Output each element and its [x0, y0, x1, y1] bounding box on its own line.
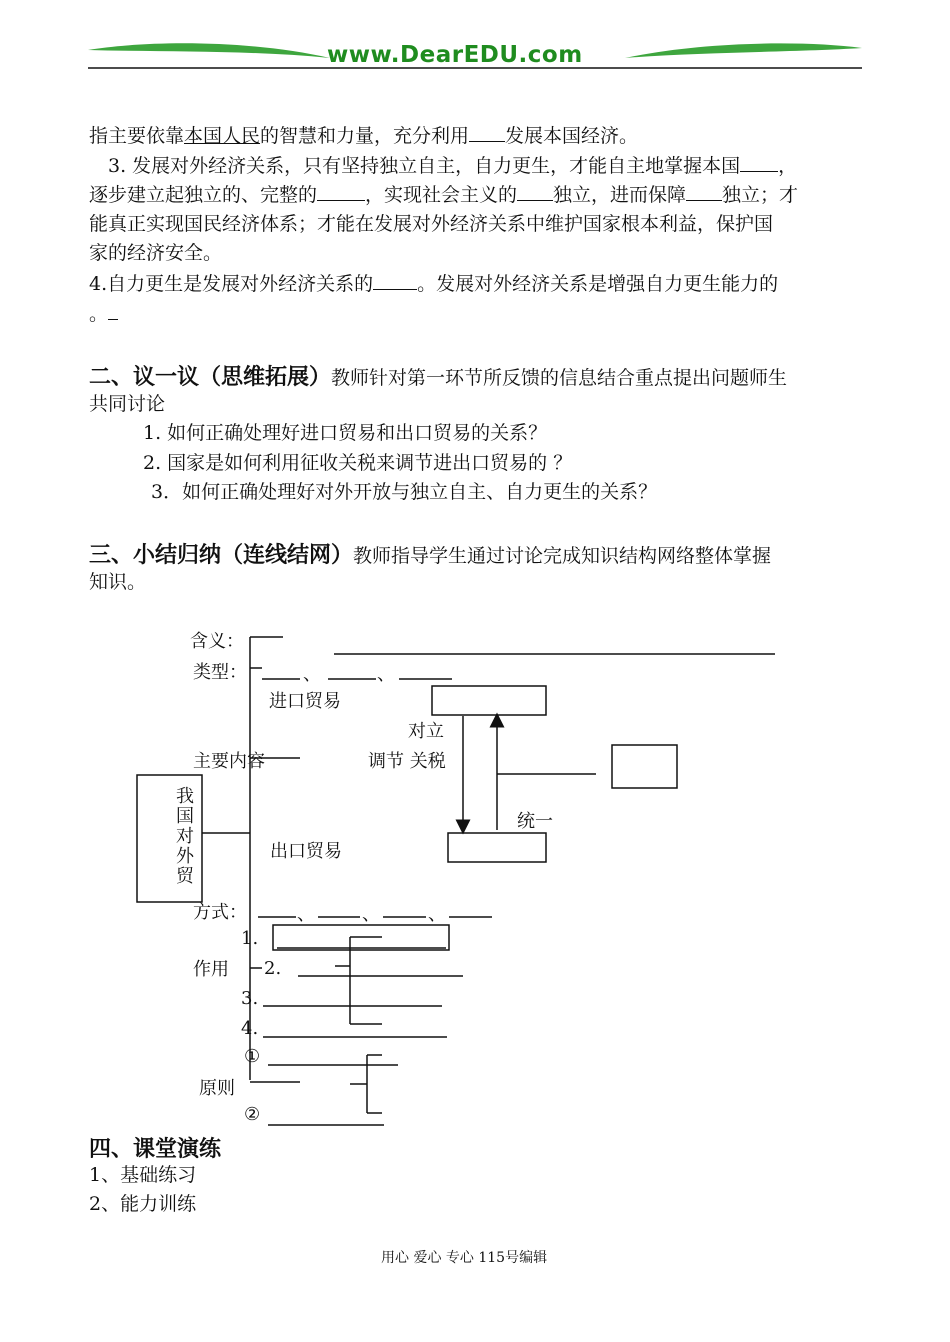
role-num-3: 3.: [241, 988, 259, 1009]
question-1: 1. 如何正确处理好进口贸易和出口贸易的关系？: [143, 422, 548, 444]
para4-line2: 。: [89, 300, 118, 329]
meaning-label: 含义：: [190, 631, 244, 652]
para3-line2: 逐步建立起独立的、完整的 ，实现社会主义的 独立，进而保障 独立；才: [89, 184, 799, 206]
exercise-1: 1、基础练习: [89, 1164, 197, 1186]
question-2: 2. 国家是如何利用征收关税来调节进出口贸易的 ？: [143, 452, 573, 474]
oppose-label: 对立: [408, 721, 444, 742]
types-sep-2: 、: [377, 664, 395, 685]
method-sep-2: 、: [362, 904, 380, 925]
para1: 指主要依靠本国人民的智慧和力量，充分利用 发展本国经济。: [89, 125, 639, 147]
method-sep-3: 、: [428, 904, 446, 925]
section2-heading: 二、议一议（思维拓展）教师针对第一环节所反馈的信息结合重点提出问题师生: [89, 365, 788, 390]
principle-num-2: ②: [244, 1104, 261, 1125]
exercise-2: 2、能力训练: [89, 1193, 197, 1215]
para3-line3: 能真正实现国民经济体系；才能在发展对外经济关系中维护国家根本利益，保护国: [89, 213, 774, 235]
types-label: 类型：: [193, 662, 247, 683]
main-content-label: 主要内容: [193, 751, 265, 772]
para4-line1: 4.自力更生是发展对外经济关系的 。发展对外经济关系是增强自力更生能力的: [89, 273, 779, 295]
principle-label: 原则: [199, 1078, 235, 1099]
import-label: 进口贸易: [269, 691, 341, 712]
footer-text: 用心 爱心 专心 115号编辑: [381, 1250, 548, 1266]
para3-line1: 3. 发展对外经济关系，只有坚持独立自主，自力更生，才能自主地掌握本国 ，: [108, 155, 798, 177]
role-num-4: 4.: [241, 1018, 259, 1039]
role-num-1: 1.: [241, 928, 259, 949]
underlined-phrase: 本国人民: [184, 125, 261, 147]
export-label: 出口贸易: [270, 841, 342, 862]
section4-heading: 四、课堂演练: [89, 1137, 222, 1162]
unify-label: 统一: [517, 811, 553, 832]
regulate-label: 调节 关税: [368, 751, 446, 772]
right-answer-box: [612, 745, 677, 788]
question-3: 3．如何正确处理好对外开放与独立自主、自力更生的关系？: [151, 481, 658, 503]
section3-intro2: 知识。: [89, 571, 147, 593]
types-sep-1: 、: [303, 664, 321, 685]
role-label: 作用: [193, 959, 229, 980]
method-sep-1: 、: [297, 904, 315, 925]
section2-intro2: 共同讨论: [89, 393, 166, 415]
method-label: 方式：: [193, 902, 247, 923]
root-label: 我 国 对 外 贸: [176, 786, 194, 887]
import-answer-box: [432, 686, 546, 715]
principle-num-1: ①: [244, 1046, 261, 1067]
site-logo[interactable]: www.DearEDU.com: [327, 42, 583, 68]
section3-heading: 三、小结归纳（连线结网）教师指导学生通过讨论完成知识结构网络整体掌握: [89, 543, 772, 568]
para3-line4: 家的经济安全。: [89, 242, 223, 264]
role-num-2: 2.: [264, 958, 282, 979]
export-answer-box: [448, 833, 546, 862]
